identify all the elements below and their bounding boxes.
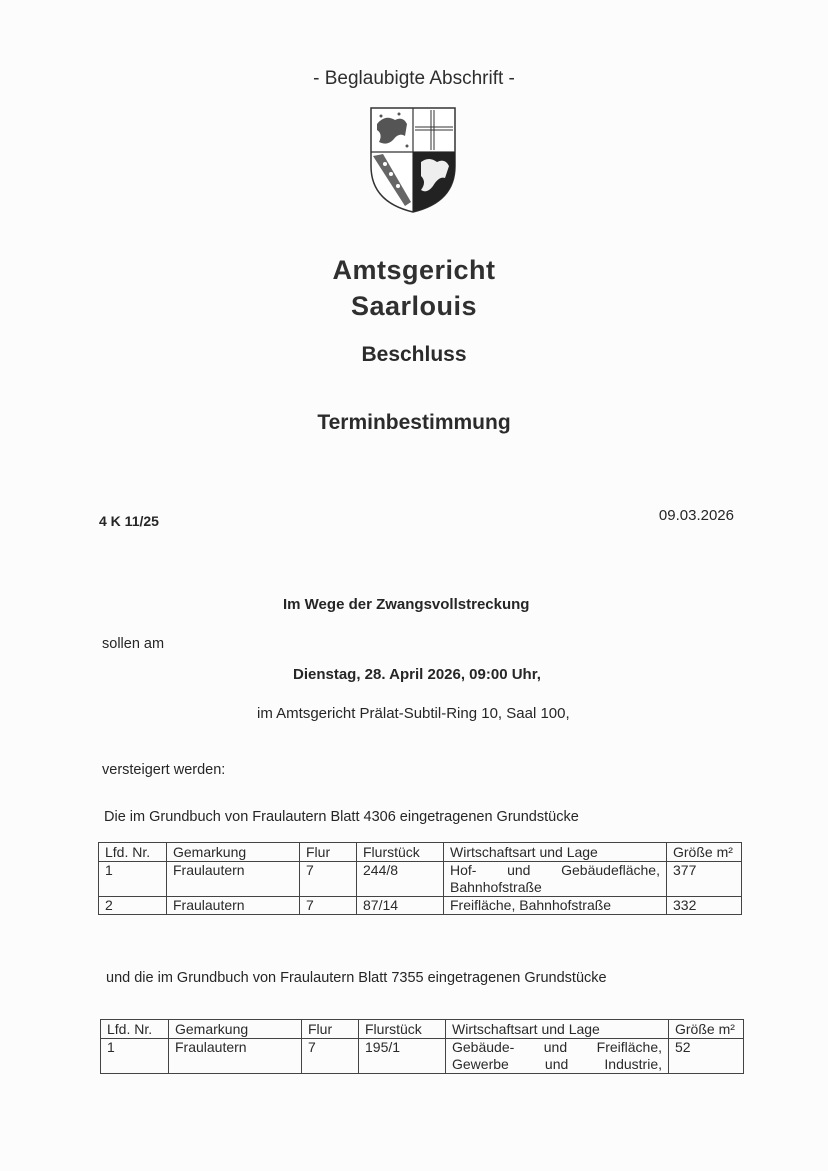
enforcement-heading: Im Wege der Zwangsvollstreckung (283, 596, 530, 613)
auction-datetime: Dienstag, 28. April 2026, 09:00 Uhr, (293, 666, 541, 683)
document-type: Beschluss (361, 343, 467, 366)
header-flurstueck: Flurstück (357, 843, 444, 862)
cell-groesse: 377 (667, 862, 742, 897)
header-groesse: Größe m² (667, 843, 742, 862)
cell-wirtschaftsart: Freifläche, Bahnhofstraße (444, 897, 667, 915)
parcels-table-blatt-7355 (100, 1019, 744, 1074)
wirtschaftsart-line2: Gewerbe und Industrie, (452, 1056, 662, 1072)
wirtschaftsart-line2: Bahnhofstraße (450, 879, 542, 895)
auction-location: im Amtsgericht Prälat-Subtil-Ring 10, Saal 100, (257, 705, 570, 722)
table-header-row (101, 1020, 744, 1039)
cell-gemarkung: Fraulautern (167, 897, 300, 915)
parcels-table-blatt-4306 (98, 842, 742, 915)
cell-groesse: 52 (669, 1039, 744, 1074)
intro-blatt-4306: Die im Grundbuch von Fraulautern Blatt 4306 eingetragenen Grundstücke (104, 809, 579, 825)
cell-gemarkung: Fraulautern (169, 1039, 302, 1074)
coat-of-arms-icon (369, 106, 457, 214)
wirtschaftsart-line1: Gebäude- und Freifläche, (452, 1039, 662, 1055)
header-groesse: Größe m² (669, 1020, 744, 1039)
header-wirtschaftsart: Wirtschaftsart und Lage (444, 843, 667, 862)
table-header-row (99, 843, 742, 862)
wirtschaftsart-line1: Hof- und Gebäudefläche, (450, 862, 660, 878)
header-gemarkung: Gemarkung (169, 1020, 302, 1039)
table-row (99, 862, 742, 897)
table-row (101, 1039, 744, 1074)
cell-nr: 1 (99, 862, 167, 897)
cell-wirtschaftsart (444, 862, 667, 897)
court-name-line2: Saarlouis (350, 291, 478, 321)
table-row (99, 897, 742, 915)
document-date: 09.03.2026 (658, 507, 734, 524)
cell-flurstueck: 195/1 (359, 1039, 446, 1074)
header-flur: Flur (300, 843, 357, 862)
sollen-am-text: sollen am (102, 636, 165, 652)
cell-nr: 2 (99, 897, 167, 915)
cell-flur: 7 (300, 897, 357, 915)
header-flurstueck: Flurstück (359, 1020, 446, 1039)
document-subject: Terminbestimmung (317, 411, 511, 434)
cell-wirtschaftsart (446, 1039, 669, 1074)
certification-note: - Beglaubigte Abschrift - (313, 68, 515, 89)
header-wirtschaftsart: Wirtschaftsart und Lage (446, 1020, 669, 1039)
cell-flurstueck: 87/14 (357, 897, 444, 915)
cell-gemarkung: Fraulautern (167, 862, 300, 897)
court-name-line1: Amtsgericht (332, 255, 496, 285)
header-gemarkung: Gemarkung (167, 843, 300, 862)
cell-flurstueck: 244/8 (357, 862, 444, 897)
header-flur: Flur (302, 1020, 359, 1039)
intro-blatt-7355: und die im Grundbuch von Fraulautern Blatt 7355 eingetragenen Grundstücke (106, 970, 607, 986)
versteigert-text: versteigert werden: (102, 762, 226, 778)
cell-flur: 7 (302, 1039, 359, 1074)
header-nr: Lfd. Nr. (99, 843, 167, 862)
cell-nr: 1 (101, 1039, 169, 1074)
header-nr: Lfd. Nr. (101, 1020, 169, 1039)
cell-groesse: 332 (667, 897, 742, 915)
court-name (0, 252, 828, 324)
cell-flur: 7 (300, 862, 357, 897)
case-number: 4 K 11/25 (99, 513, 159, 529)
